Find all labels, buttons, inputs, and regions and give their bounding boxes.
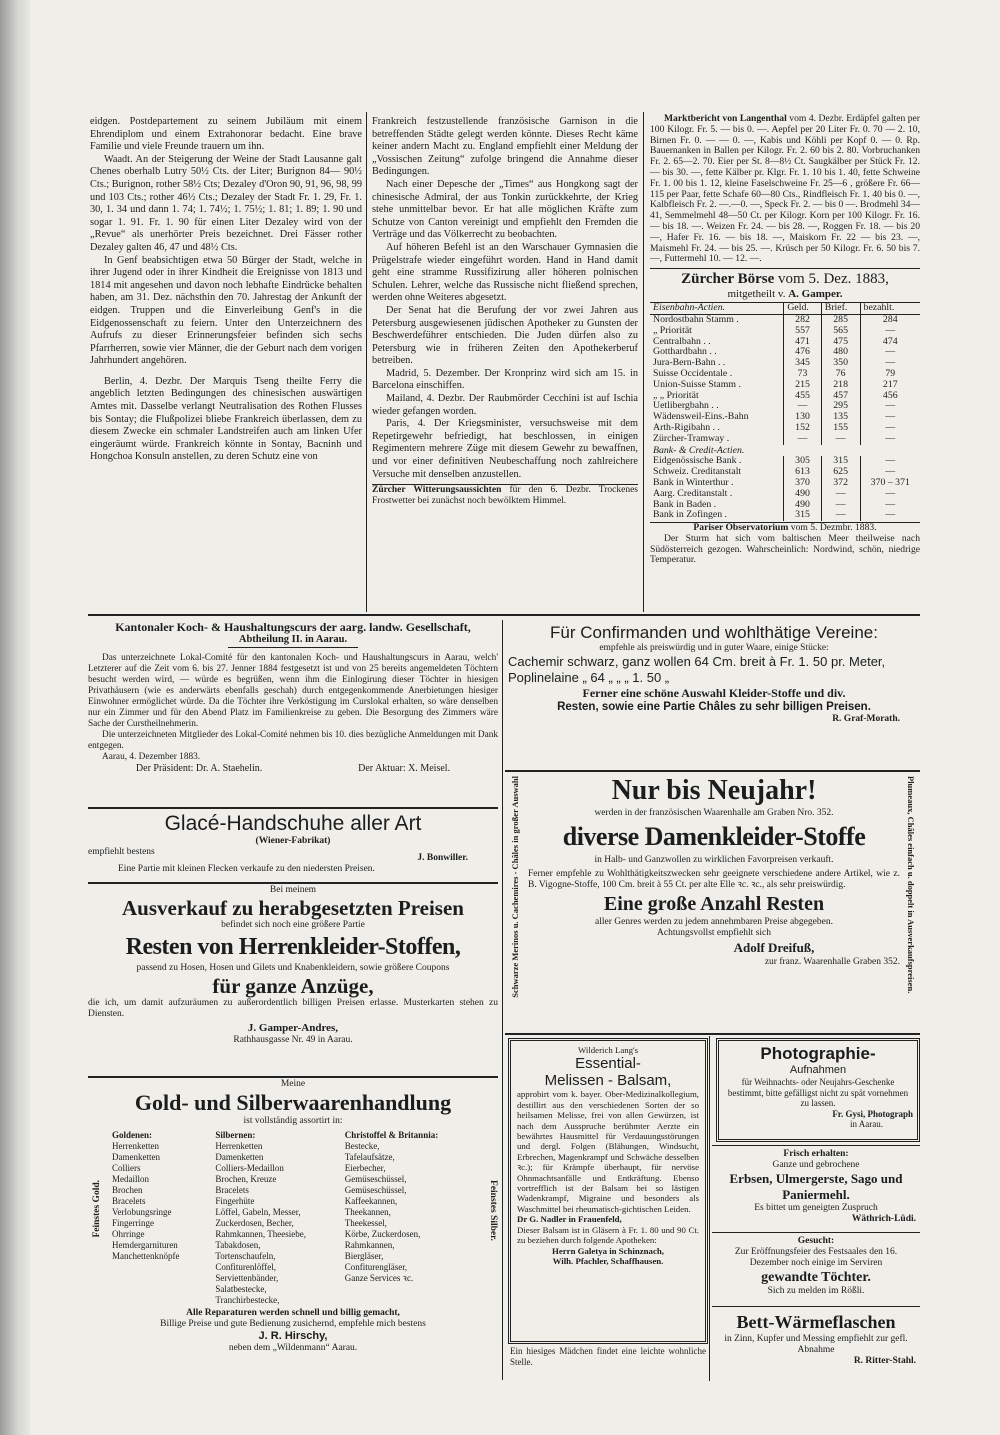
list-item: Fingerhüte [215,1196,255,1206]
table-cell: 625 [821,467,860,478]
list-item: Tranchirbestecke, [215,1295,280,1305]
table-cell: 305 [784,456,821,467]
ad-text: werden in der französischen Waarenhalle am Graben Nro. 352. [594,808,834,818]
observatory-title: Pariser Observatorium [693,522,789,534]
table-cell: 285 [821,314,860,325]
table-cell: 480 [821,347,860,358]
list-item: Serviettenbänder, [215,1273,279,1283]
table-cell: 370 [784,478,821,489]
list-item: Confiturengläser, [344,1262,408,1272]
table-cell: 315 [784,510,821,521]
ad-gesucht [716,1236,916,1297]
ad-text: Frisch erhalten: [783,1149,849,1159]
table-cell: 73 [784,369,821,380]
table-cell: 372 [821,478,860,489]
ad-headline: für ganze Anzüge, [212,974,374,998]
article-berlin: Berlin, 4. Dezbr. Der Marquis Tseng theilte Ferry die angeblich letzten Bedingungen des chinesischen auswärtigen Amtes mit. Dasselbe verlangt Neutralisation des Rothen Flusses bis Sontay; die Flußpolizei bliebe Frankreich überlassen, dem zu diesem Zwecke ein schmaler Landstreifen auch am linken Ufer eingeräumt würde. Frankreich könnte in Sontay, Bacninh und Hongchoa Konsuln anstellen, zu deren Schutz eine von [90,375,362,463]
table-cell: 155 [821,423,860,434]
ad-text: Zur Eröffnungsfeier des Festsaales den 16. Dezember noch einige im Serviren [734,1247,898,1268]
ad-headline: diverse Damenkleider-Stoffe [562,822,866,851]
market-title: Marktbericht von Langenthal [664,113,787,124]
bourse-by: mitgetheilt v. [727,288,786,301]
ad-title: Gesucht: [797,1236,835,1246]
row-label: Centralbahn . . [653,335,711,347]
table-cell: — [784,434,821,445]
list-item: Colliers [112,1163,141,1173]
table-cell: 345 [784,358,821,369]
ad-text: in Zinn, Kupfer und Messing empfiehlt zur gefl. Abnahme [724,1334,908,1355]
ad-text: empfiehlt bestens [88,847,155,857]
col-header: Geld. [784,303,821,315]
table-cell: 152 [784,423,821,434]
ad-name: Wäthrich-Lüdi. [851,1214,916,1224]
side-label: Schwarze Merinos u. Cachemires - Châles in großer Auswahl [510,776,520,998]
ad-text: Billige Preise und gute Bedienung zusichernd, empfehle mich bestens [160,1319,426,1329]
table-cell: — [860,412,920,423]
table-cell: — [860,489,920,500]
bourse-table [650,302,920,521]
table-row [650,510,920,521]
ad-bett [716,1310,916,1367]
ad-place-date: Aarau, 4. Dezember 1883. [102,752,201,762]
ad-text: Dieser Balsam ist in Gläsern à Fr. 1. 80 und 90 Ct. zu beziehen durch folgende Apotheken: [517,1224,699,1246]
ad-confirmanden [508,622,920,725]
ad-text: empfehle als preiswürdig und in guter Waare, einige Stücke: [599,643,829,653]
ad-text: Es bittet um geneigten Zuspruch [754,1203,878,1213]
article-senat: Der Senat hat die Berufung der vor zwei Jahren aus Petersburg ausgewiesenen jüdischen Apotheker zu Gunsten der Beschwerdeführer entschieden. Die Juden dürfen also zu Petersburg wie in früheren Zeiten den Apothekerberuf betreiben. [372,304,638,367]
ad-title: Melissen - Balsam, [544,1072,672,1090]
list-item: Brochen [112,1185,143,1195]
list-item: Eierbecher, [344,1163,386,1173]
list-header: Christoffel & Britannia: [344,1130,439,1140]
table-row [650,326,920,337]
table-cell: 215 [784,380,821,391]
ad-name: R. Graf-Morath. [832,714,900,724]
ad-title: Glacé-Handschuhe aller Art [164,812,422,835]
ad-text: Das unterzeichnete Lokal-Comité für den kantonalen Koch- und Haushaltungscurs in Aarau, welch' Letzterer auf die Zeit vom 6. bis 27. Jenner 1884 festgesetzt ist und von 25 bereits angemeldeten Töchtern besucht werden wird, — würde es begrüßen, wenn ihm die Einlogirung dieser Töchter in hiesigen Privathäusern (wie es anderwärts ebenfalls geschah) durch entgegenkommende Anerbietungen hiesiger Einwohner ermöglichet würde. Da die Töchter ihre Verköstigung im Curslokal erhalten, so wäre denselben nur ein Zimmer und für den Abend Platz im Familienkreise zu geben. Die Besorgung des Zimmers wäre Sache der Curstheilnehmerin. [88,653,498,729]
ad-photo [716,1038,920,1142]
list-item: Tortenschaufeln, [215,1251,276,1261]
list-item: Hemdergarnituren [112,1240,178,1250]
row-label: Gotthardbahn . . [653,346,717,358]
list-item: Bestecke, [344,1141,380,1151]
table-cell: — [821,434,860,445]
ad-text: befindet sich noch eine größere Partie [221,920,365,930]
ad-text: Ganze und gebrochene [772,1160,860,1170]
observatory-date: vom 5. Dezmbr. 1883. [790,522,877,534]
row-label: Eidgenössische Bank . [653,455,742,467]
list-item: Biergläser, [344,1251,384,1261]
row-label: Arth-Rigibahn . . [653,421,720,433]
ad-subtitle: ist vollständig assortirt in: [243,1116,343,1126]
article-text: eidgen. Postdepartement zu seinem Jubiläum mit einem Ehrendiplom und einem Extrahonorar bedacht. Eine brave Familie und viele Freunde trauern um ihn. [90,116,362,153]
ad-text: Ferner eine schöne Auswahl Kleider-Stoffe und div. [582,686,846,700]
ad-title: Bett-Wärmeflaschen [736,1312,896,1332]
list-item: Medaillon [112,1174,149,1184]
ad-text: Poplinelaine „ 64 „ „ „ 1. 50 „ [508,670,670,685]
list-item: Damenketten [215,1152,264,1162]
ad-gold [88,1079,498,1354]
side-label: Feinstes Gold. [92,1180,102,1238]
list-item: Löffel, Gabeln, Messer, [215,1207,301,1217]
table-cell: 370 – 371 [860,478,920,489]
list-header: Silbernen: [215,1130,256,1140]
col-header: Eisenbahn-Actien. [650,303,784,315]
row-label: Jura-Bern-Bahn . . [653,357,726,369]
article-warschau: Auf höheren Befehl ist an den Warschauer Gymnasien die Prügelstrafe wieder eingeführt worden. Hand in Hand damit geht eine stramme Russifizirung aller höheren polnischen Schulen. Lehrer, welche das Russische nicht fließend sprechen, werden ohne Weiteres abgesetzt. [372,241,638,304]
table-cell: 457 [821,391,860,402]
ad-text: Achtungsvollst empfiehlt sich [657,928,771,938]
ad-text: Alle Reparaturen werden schnell und billig gemacht, [186,1308,400,1318]
list-header: Goldenen: [112,1130,153,1140]
side-label: Feinstes Silber. [488,1180,498,1241]
bourse-heading [650,271,920,288]
list-item: Rahmkannen, [344,1240,395,1250]
table-cell: 613 [784,467,821,478]
list-item: Herrenketten [215,1141,263,1151]
column-1 [90,116,362,464]
table-cell: 490 [784,489,821,500]
ad-headline: Resten von Herrenkleider-Stoffen, [125,934,461,960]
table-cell: 284 [860,314,920,325]
ad-name: R. Ritter-Stahl. [853,1356,916,1366]
ad-title: Für Confirmanden und wohlthätige Vereine: [550,623,878,642]
list-item: Bracelets [112,1196,146,1206]
ad-name: J. Bonwiller. [417,853,468,863]
table-cell: — [860,401,920,412]
row-label: „ „ Priorität [653,389,699,401]
ad-address: zur franz. Waarenhalle Graben 352. [764,957,900,967]
ad-title: Ausverkauf zu herabgesetzten Preisen [122,896,464,920]
ad-address: Rathhausgasse Nr. 49 in Aarau. [233,1035,353,1045]
ad-text: Wilderich Lang's [577,1045,639,1055]
weather-title: Zürcher Witterungsaussichten [372,485,502,496]
ad-glace [88,811,498,875]
table-cell: — [860,510,920,521]
ad-text: Bei meinem [269,885,317,895]
ad-name: Fr. Gysi, Photograph [832,1108,913,1119]
article-hongkong: Nach einer Depesche der „Times“ aus Hongkong sagt der chinesische Admiral, der aus Tonkin zurückkehrte, der Krieg stehe unmittelbar bevor. Er hat alle möglichen Kräfte zum Schutze von Canton vereinigt und empfiehlt den Fremden die Verträge und das Völkerrecht zu beobachten. [372,178,638,241]
table-row [650,489,920,500]
list-item: Brochen, Kreuze [215,1174,277,1184]
table-cell: — [860,467,920,478]
col-header: Brief. [821,303,860,315]
row-label: Nordostbahn Stamm . [653,313,739,325]
weather-text: für den 6. Dezbr. Trockenes Frostwetter bei zunächst noch bewölktem Himmel. [372,485,638,507]
ad-text: Resten, sowie eine Partie Châles zu sehr billigen Preisen. [557,701,871,713]
list-item: Salatbestecke, [215,1284,267,1294]
list-item: Tabakdosen, [215,1240,261,1250]
table-cell: — [860,434,920,445]
list-item: Manchettenknöpfe [112,1251,180,1261]
list-item: Körbe, Zuckerdosen, [344,1229,421,1239]
row-label: Bank in Baden . [653,498,717,510]
ad-text: Die unterzeichneten Mitglieder des Lokal-Comité nehmen bis 10. dies bezügliche Anmeldungen mit Dank entgegen. [88,730,498,751]
table-cell: 135 [821,412,860,423]
ad-erbsen [716,1149,916,1225]
list-item: Ohrringe [112,1229,145,1239]
list-item: Herrenketten [112,1141,159,1151]
row-label: Uetlibergbahn . . [653,400,719,412]
table-cell: 130 [784,412,821,423]
ad-text: Cachemir schwarz, ganz wollen 64 Cm. breit à Fr. 1. 50 pr. Meter, [508,654,886,669]
ad-name: Adolf Dreifuß, [733,940,815,955]
table-cell: 476 [784,347,821,358]
ad-ausverkauf [88,885,498,1046]
table-cell: 475 [821,337,860,348]
ad-note: Ein hiesiges Mädchen findet eine leichte wohnliche Stelle. [510,1346,706,1367]
article-text: Frankreich festzustellende französische Garnison in die betreffenden Städte gelegt werden könnte. Dieses Recht käme keiner andern Macht zu. England empfiehlt einer Meldung der „Vossischen Zeitung“ zufolge bringend die Annahme dieser Bedingungen. [372,116,638,178]
list-item: Verlobungsringe [112,1207,172,1217]
ad-text: Herrn Galetya in Schinznach, [552,1245,664,1256]
table-row [650,380,920,391]
aktuar: Der Aktuar: X. Meisel. [358,763,451,774]
table-cell: 490 [784,500,821,511]
table-cell: 76 [821,369,860,380]
ad-title: Essential- [575,1055,641,1073]
ad-text: für Weihnachts- oder Neujahrs-Geschenke bestimmt, bitte gefälligst nicht zu spät vornehmen zu lassen. [727,1077,909,1108]
list-item: Gemüseschüssel, [344,1185,407,1195]
ad-title: Nur bis Neujahr! [611,775,817,806]
table-cell: — [821,500,860,511]
ad-text: Dr G. Nadler in Frauenfeld, [517,1214,622,1225]
ad-headline: gewandte Töchter. [761,1270,871,1285]
ad-note: Eine Partie mit kleinen Flecken verkaufe zu den niedersten Preisen. [118,864,375,874]
col-header: bezahlt. [860,303,920,315]
ad-text: die ich, um damit aufzuräumen zu außerordentlich billigen Preisen erlasse. Musterkarten stehen zu Diensten. [88,998,498,1019]
article-genf: In Genf beabsichtigen etwa 50 Bürger der Stadt, welche in ihrer Jugend oder in ihrer Kindheit die Ereignisse von 1813 und 1814 mit angesehen und davon noch lebhafte Eindrücke behalten haben, am 31. Dez. nächsthin den 70. Jahrestag der Ankunft der eidgen. Truppen und die Einverleibung Genf's in die Eidgenossenschaft zu feiern. Unter den Unterzeichnern des Aufrufs zu dieser Erinnerungsfeier befinden sich sechs Pfarrherren, sowie vier Männer, die der Geburt nach dem vorigen Jahrhundert angehören. [90,254,362,367]
ad-subtitle: (Wiener-Fabrikat) [255,836,331,846]
column-3 [650,114,920,566]
article-madrid: Madrid, 5. Dezember. Der Kronprinz wird sich am 15. in Barcelona einschiffen. [372,367,638,392]
list-item: Ganze Services ꝛc. [344,1273,414,1283]
table-cell: — [860,347,920,358]
list-item: Kaffeekannen, [344,1196,398,1206]
table-cell: — [860,500,920,511]
table-cell: — [860,326,920,337]
ad-address: neben dem „Wildenmann“ Aarau. [228,1343,358,1353]
observatory-text: Der Sturm hat sich vom baltischen Meer theilweise nach Südösterreich gezogen. Wahrscheinlich: Nordwind, schön, niedrige Temperatur. [650,532,920,566]
list-item: Fingerringe [112,1218,154,1228]
ad-title: Photographie- [760,1044,876,1063]
table-cell: 282 [784,314,821,325]
list-item: Confiturenlöffel, [215,1262,276,1272]
table-cell: 455 [784,391,821,402]
table-cell: — [860,358,920,369]
table-cell: — [821,489,860,500]
ad-text: Wilh. Pfachler, Schaffhausen. [552,1255,664,1266]
ad-text: in Halb- und Ganzwollen zu wirklichen Favorpreisen verkauft. [594,855,834,865]
table-cell: 471 [784,337,821,348]
ad-name: J. Gamper-Andres, [247,1022,339,1034]
ad-title: Gold- und Silberwaarenhandlung [134,1090,452,1115]
row-label: Zürcher-Tramway . [653,432,730,444]
ad-name: J. R. Hirschy, [258,1330,328,1342]
side-label: Plumeaux, Châles einfach u. doppelt in Ausverkaufspreisen. [906,776,916,994]
ad-balsam-frame [508,1038,708,1344]
list-item: Tafelaufsätze, [344,1152,395,1162]
market-text: vom 4. Dezbr. Erdäpfel galten per 100 Kilogr. Fr. 5. — bis 0. —. Aepfel per 20 Liter Fr. 0. 70 — 2. 10, Birnen Fr. 0. — — 0. —, Kabis und Köhli per Kopf 0. — 0. Rp. Bauernanken in Ballen per Kilogr. Fr. 2. 60 bis 2. 80. Vorbruchanken Fr. 2. 65—2. 70. Eier per St. 8—8½ Ct. Saugkälber per Stück Fr. 12. — bis 30. —, fette Kälber pr. Klgr. Fr. 1. 10 bis 1. 40, fette Schweine Fr. 1. 00 bis 1. 12, kleine Faselschweine Fr. 25—6 , größere Fr. 66—115 per Paar, fette Schafe 60—80 Cts., Rindfleisch Fr. 1. 40 bis 0. —, Kalbfleisch Fr. 2. —.—0. —, Speck Fr. 2. — bis 0 —. Brodmehl 34—41, Semmelmehl 48—50 Ct. per Kilogr. Korn per 100 Kilogr. Fr. 16. — bis 18. —. Weizen Fr. 24. — bis 28. —, Roggen Fr. 18. — bis 20 —, Hafer Fr. 16. — bis 18. —, Maiskorn Fr. 22 — bis 23. —, Maismehl Fr. 24. — bis 25. —. Krüsch per 50 Kilogr. Fr. 6. 50 bis 7. —, Futtermehl 10. — 12. —. [650,113,921,265]
bourse-title: Zürcher Börse [681,271,775,288]
ad-headline: Eine große Anzahl Resten [603,893,825,915]
table-cell: 315 [821,456,860,467]
ad-subtitle: Aufnahmen [789,1064,847,1076]
table-row [650,434,920,445]
table-cell: — [860,456,920,467]
ad-text: Ferner empfehle zu Wohlthätigkeitszwecken sehr geeignete verschiedene andere Artikel, wie z. B. Vigogne-Stoffe, 100 Cm. breit à 55 Ct. per alte Elle ꝛc. ꝛc., als sehr preiswürdig. [528,869,900,890]
list-item: Damenketten [112,1152,160,1162]
table-cell: 217 [860,380,920,391]
bourse-name: A. Gamper. [788,288,843,301]
table-cell: 295 [821,401,860,412]
bourse-date: vom 5. Dez. 1883, [778,271,889,288]
ad-text: approbirt vom k. bayer. Ober-Medizinalkollegium, destillirt aus den verschiedenen Sorten der so heilsamen Melisse, frei von allen Gewürzen, ist nach dem Ausspruche berühmter Aerzte ein bewährtes Hausmittel für Verdauungsstörungen und dergl. Folgen (Blähungen, Windsucht, Erbrechen, Magenkrampf und Schwäche desselben ꝛc.); für Krämpfe überhaupt, für nervöse Ohnmachtsanfälle und Entkräftung. Ebenso vortrefflich ist der Balsam bei so lästigen Wadenkrampf, Migraine und besonders als Waschmittel bei rheumatisch-gichtischen Leiden. [517,1089,699,1214]
ad-text: passend zu Hosen, Hosen und Gilets und Knabenkleidern, sowie größere Coupons [136,963,450,973]
row-label: Union-Suisse Stamm . [653,378,741,390]
list-item: Colliers-Medaillon [215,1163,284,1173]
row-label: Bank in Winterthur . [653,476,734,488]
list-item: Theekannen, [344,1207,391,1217]
table-cell: 474 [860,337,920,348]
president: Der Präsident: Dr. A. Staehelin. [135,763,263,774]
row-label: Aarg. Creditanstalt . [653,487,733,499]
row-label: „ Priorität [653,324,692,336]
bank-header: Bank- & Credit-Actien. [653,444,745,456]
ad-subtitle: Abtheilung II. in Aarau. [238,634,348,645]
ad-title: Kantonaler Koch- & Haushaltungscurs der aarg. landw. Gesellschaft, [115,620,471,634]
article-paris: Paris, 4. Der Kriegsminister, versuchsweise mit dem Repetirgewehr befriedigt, hat beschlossen, in einigen Regimentern mehrere Züge mit diesem Gewehr zu bewaffnen, und vor einer definitiven Neubeschaffung noch zahlreichere Versuche mit denselben anzustellen. [372,418,638,480]
row-label: Schweiz. Creditanstalt [653,466,742,478]
market-report [650,114,920,265]
list-item: Rahmkannen, Theesiebe, [215,1229,306,1239]
table-cell: — [860,423,920,434]
list-item: Gemüseschüssel, [344,1174,407,1184]
ad-text: Meine [280,1079,306,1089]
ad-headline: Erbsen, Ulmergerste, Sago und Paniermehl. [729,1171,903,1202]
list-item: Bracelets [215,1185,249,1195]
table-cell: 79 [860,369,920,380]
article-waadt: Waadt. An der Steigerung der Weine der Stadt Lausanne galt Chenes oberhalb Lutry 50½ Cts. der Liter; Burignon 84— 90½ Cts.; Burignon, rother 58½ Cts; Dezaley d'Oron 90, 91, 96, 98, 99 und 103 Cts.; rother 46½ Cts.; Dezaley der Stadt Fr. 1. 29, Fr. 1. 30, 1. 34 und dann 1. 74; 1. 74½; 1. 75½; 1. 81; 1. 89; 1. 90 und sogar 1. 91. Fr. 1. 90 für einen Liter Dezaley wird von der „Revue“ als unerhörter Preis bezeichnet. Drei Fässer rother Dezaley galten 46, 47 und 48½ Cts. [90,153,362,253]
column-2 [372,116,638,507]
ad-text: aller Genres werden zu jedem annehmbaren Preise abgegeben. [595,917,833,927]
list-item: Theekessel, [344,1218,387,1228]
ad-balsam [517,1045,699,1266]
table-cell: 456 [860,391,920,402]
ad-text: Sich zu melden im Rößli. [767,1286,865,1296]
table-cell: 350 [821,358,860,369]
article-mailand: Mailand, 4. Dezbr. Der Raubmörder Cecchini ist auf Ischia wieder gefangen worden. [372,393,638,417]
table-cell: 565 [821,326,860,337]
ad-kochkurs [88,620,498,774]
list-item: Zuckerdosen, Becher, [215,1218,294,1228]
scan-edge [0,0,30,1435]
row-label: Bank in Zofingen . [653,509,728,521]
table-cell: — [821,510,860,521]
row-label: Wädensweil-Eins.-Bahn [653,411,749,423]
table-cell: — [784,401,821,412]
ad-address: in Aarau. [850,1119,883,1129]
table-cell: 218 [821,380,860,391]
ad-neujahr [528,774,900,968]
row-label: Suisse Occidentale . [653,367,733,379]
table-cell: 557 [784,326,821,337]
